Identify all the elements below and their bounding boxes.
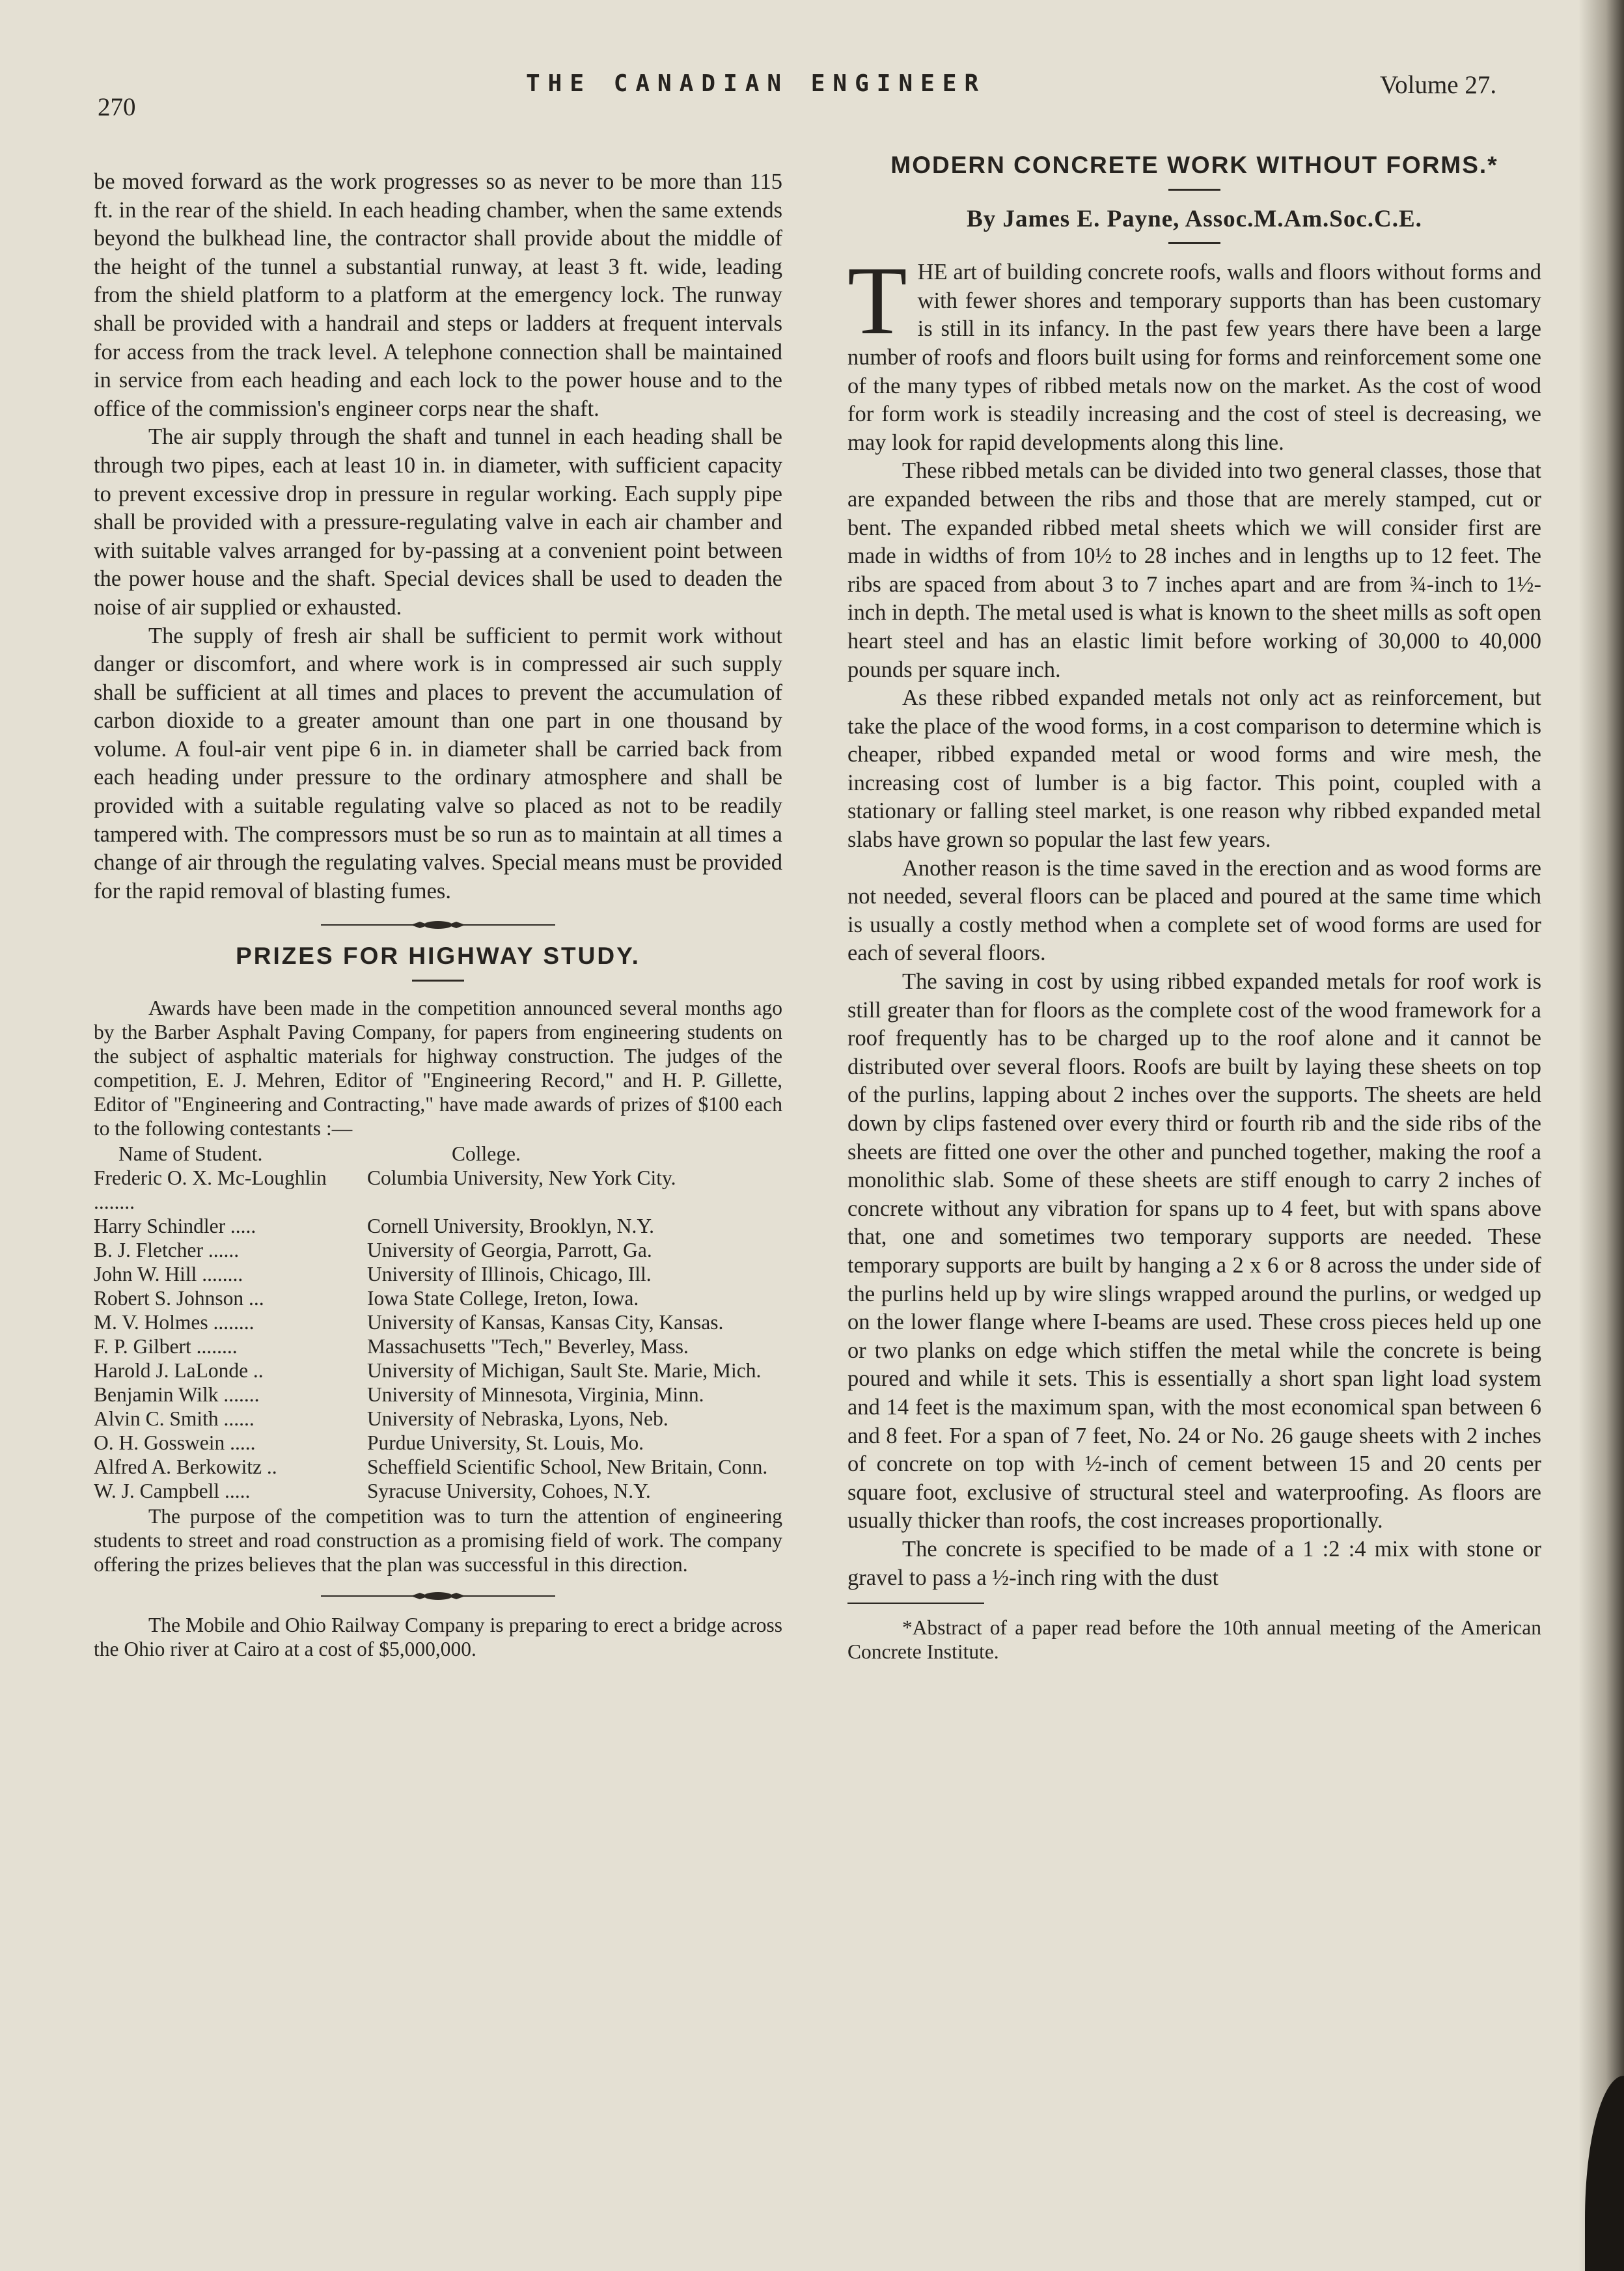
student-college: Columbia University, New York City. [367,1166,676,1190]
article-paragraph-1 [847,247,1541,457]
student-name: Robert S. Johnson ... [94,1287,264,1310]
section-ornament [94,1591,782,1601]
table-row [94,1358,782,1383]
student-name: B. J. Fletcher ...... [94,1239,240,1262]
student-college: University of Michigan, Sault Ste. Marie, Mich. [367,1359,762,1383]
prizes-intro: Awards have been made in the competition announced several months ago by the Barber Asphalt Paving Company, for papers from engineering students on the subject of asphaltic materials for highway construction. The judges of the competition, E. J. Mehren, Editor of "Engineering Record," and H. P. Gillette, Editor of "Engineering and Contracting," have made awards of prizes of $100 each to the following contestants :— [94,997,782,1140]
student-name: M. V. Holmes ........ [94,1311,255,1334]
article-paragraph-4: Another reason is the time saved in the erection and as wood forms are not needed, several floors can be placed and poured at the same time which is usually a costly method when a complete set of wood forms are used for each of several floors. [847,855,1541,966]
table-row [94,1286,782,1310]
page-number: 270 [98,93,136,121]
right-column [847,147,1541,1664]
table-header-row [94,1142,782,1166]
table-row [94,1214,782,1238]
student-college: University of Georgia, Parrott, Ga. [367,1239,652,1262]
footnote: *Abstract of a paper read before the 10th annual meeting of the American Concrete Institute. [847,1616,1541,1664]
tunnel-paragraph-3: The supply of fresh air shall be sufficient to permit work without danger or discomfort, and where work is in compressed air such supply shall be sufficient at all times and places to prevent the accumulation of carbon dioxide to a greater amount than one part in one thousand by volume. A foul-air vent pipe 6 in. in diameter shall be carried back from each heading under pressure to the ordinary atmosphere and shall be provided with a suitable regulating valve so placed as not to be readily tampered with. The compressors must be so run as to maintain at all times a change of air through the regulating valves. Special means must be provided for the rapid removal of blasting fumes. [94,623,782,903]
article-paragraph-3: As these ribbed expanded metals not only act as reinforcement, but take the place of the wood forms, in a cost comparison to determine which is cheaper, ribbed expanded metal or wood forms and wire mesh, the increasing cost of lumber is a big factor. This point, coupled with a stationary or falling steel market, is one reason why ribbed expanded metal slabs have grown so popular the last few years. [847,685,1541,853]
student-name: W. J. Campbell ..... [94,1480,251,1503]
table-row [94,1166,782,1214]
college-column-header: College. [452,1142,521,1166]
table-row [94,1238,782,1262]
student-college: University of Minnesota, Virginia, Minn. [367,1383,704,1407]
volume-label: Volume 27. [1380,71,1497,99]
table-row [94,1310,782,1334]
byline-rule [1168,242,1220,244]
news-item: The Mobile and Ohio Railway Company is preparing to erect a bridge across the Ohio river at Cairo at a cost of $5,000,000. [94,1614,782,1661]
table-row [94,1383,782,1407]
student-name: F. P. Gilbert ........ [94,1335,238,1358]
table-row [94,1262,782,1286]
left-column [94,168,782,1661]
student-name: Harry Schindler ..... [94,1215,256,1238]
student-college: Scheffield Scientific School, New Britain, Conn. [367,1455,768,1479]
table-row [94,1479,782,1503]
prize-winners-table [94,1142,782,1503]
student-college: Purdue University, St. Louis, Mo. [367,1431,644,1455]
article-paragraph-6: The concrete is specified to be made of a 1 :2 :4 mix with stone or gravel to pass a ½-inch ring with the dust [847,1536,1541,1590]
student-college: University of Kansas, Kansas City, Kansas. [367,1311,724,1334]
student-column-header: Name of Student. [118,1142,263,1166]
student-name: Alfred A. Berkowitz .. [94,1455,277,1479]
student-name: Frederic O. X. Mc-Loughlin ........ [94,1166,327,1214]
student-college: University of Nebraska, Lyons, Neb. [367,1407,668,1431]
footnote-rule [847,1603,984,1604]
student-name: O. H. Gosswein ..... [94,1431,256,1455]
table-row [94,1334,782,1358]
prizes-title: PRIZES FOR HIGHWAY STUDY. [236,943,640,970]
article-title: MODERN CONCRETE WORK WITHOUT FORMS.* [890,152,1498,178]
article-paragraph-1-text: HE art of building concrete roofs, walls and floors without forms and with fewer shores and temporary supports than has been customary is still in its infancy. In the past few years there have been a large number of roofs and floors built using for forms and reinforcement some one of the many types of ribbed metals now on the market. As the cost of wood for form work is steadily increasing and the cost of steel is decreasing, we may look for rapid developments along this line. [847,260,1541,455]
article-paragraph-5: The saving in cost by using ribbed expanded metals for roof work is still greater than for floors as the complete cost of the wood framework for a roof frequently has to be charged up to the roof alone and it cannot be distributed over several floors. Roofs are built by laying these sheets on top of the purlins, lapping about 2 inches over the supports. The sheets are held down by clips fastened over every third or fourth rib and the side ribs of the sheets are fitted one over the other and punched together, making the roof a monolithic slab. Some of these sheets are stiff enough to carry 2 inches of concrete without any vibration for spans up to 4 feet, but with spans above that, one and sometimes two temporary supports are needed. These temporary supports are built by hanging a 2 x 6 or 8 across the under side of the purlins held up by wire slings wrapped around the purlins, or wedged up on the lower flange where I-beams are used. These cross pieces held up one or two planks on edge which stiffen the metal while the concrete is being poured and while it sets. This is essentially a short span light load system and 14 feet is the maximum span, with the most economical span between 6 and 8 feet. For a span of 7 feet, No. 24 or No. 26 gauge sheets with 2 inches of concrete on top with ½-inch of cement between 15 and 20 cents per square foot, exclusive of structural steel and waterproofing. As floors are usually thicker than roofs, the cost increases proportionally. [847,969,1541,1534]
drop-cap: T [847,247,907,355]
article-paragraph-2: These ribbed metals can be divided into two general classes, those that are expanded between the ribs and those that are merely stamped, cut or bent. The expanded ribbed metal sheets which we will consider first are made in widths of from 10½ to 28 inches and in lengths up to 12 feet. The ribs are spaced from about 3 to 7 inches apart and are from ¾-inch to 1½-inch in depth. The metal used is what is known to the sheet mills as soft open heart steel and has an elastic limit before working of 30,000 to 40,000 pounds per square inch. [847,458,1541,682]
student-name: Benjamin Wilk ....... [94,1383,260,1407]
table-row [94,1431,782,1455]
title-rule [412,980,464,982]
student-college: Cornell University, Brooklyn, N.Y. [367,1215,654,1238]
tunnel-paragraph-2: The air supply through the shaft and tunnel in each heading shall be through two pipes, each at least 10 in. in diameter, with sufficient capacity to prevent excessive drop in pressure in regular working. Each supply pipe shall be provided with a pressure-regulating valve in each air chamber and with suitable valves arranged for by-passing at a convenient point between the power house and the shaft. Special devices shall be used to deaden the noise of air supplied or exhausted. [94,424,782,620]
student-name: John W. Hill ........ [94,1263,243,1286]
page-edge-shadow [1578,0,1624,2271]
journal-title: THE CANADIAN ENGINEER [526,70,987,97]
article-byline: By James E. Payne, Assoc.M.Am.Soc.C.E. [967,205,1422,232]
student-college: Massachusetts "Tech," Beverley, Mass. [367,1335,689,1358]
student-college: University of Illinois, Chicago, Ill. [367,1263,652,1286]
title-rule [1168,189,1220,191]
tunnel-paragraph-1: be moved forward as the work progresses so as never to be more than 115 ft. in the rear of the shield. In each heading chamber, when the same extends beyond the bulkhead line, the contractor shall provide about the middle of the height of the tunnel a substantial runway, at least 3 ft. wide, leading from the shield platform to a platform at the emergency lock. The runway shall be provided with a handrail and steps or ladders at frequent intervals for access from the track level. A telephone connection shall be maintained in service from each heading and each lock to the power house and to the office of the commission's engineer corps near the shaft. [94,169,782,421]
student-name: Harold J. LaLonde .. [94,1359,264,1383]
table-row [94,1455,782,1479]
section-ornament [94,920,782,930]
prizes-closing: The purpose of the competition was to turn the attention of engineering students to street and road construction as a promising field of work. The company offering the prizes believes that the plan was successful in this direction. [94,1505,782,1576]
student-name: Alvin C. Smith ...... [94,1407,255,1431]
table-row [94,1407,782,1431]
student-college: Syracuse University, Cohoes, N.Y. [367,1480,651,1503]
student-college: Iowa State College, Ireton, Iowa. [367,1287,639,1310]
